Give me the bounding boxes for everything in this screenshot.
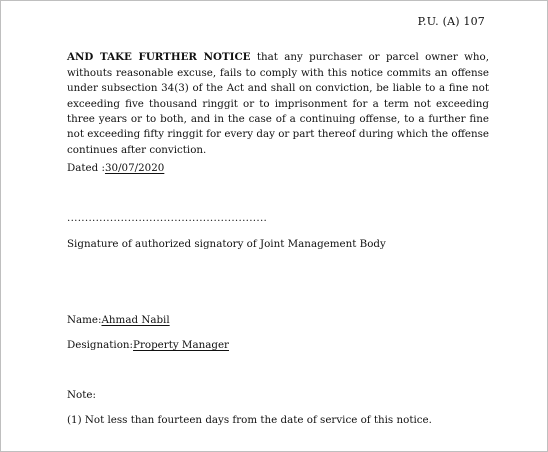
designation-label: Designation:: [67, 339, 134, 351]
name-value: Ahmad Nabil: [101, 314, 170, 326]
designation-value: Property Manager: [133, 339, 229, 351]
name-label: Name:: [67, 314, 102, 326]
notice-lead: AND TAKE FURTHER NOTICE: [67, 51, 251, 64]
notice-body: that any purchaser or parcel owner who, withouts reasonable excuse, fails to comply with this notice commits an offense under subsection 34(3) of the Act and shall on conviction, be liable to a fine not exceeding five thousand ringgit or to imprisonment for a term not exceeding three years or to both, and in the case of a continuing offense, to a further fine not exceeding fifty ringgit for every day or part thereof during which the offense continues after conviction.: [67, 51, 489, 156]
further-notice-paragraph: [67, 50, 489, 158]
dated-label: Dated :: [67, 162, 105, 174]
name-line: [67, 313, 170, 327]
signature-caption: Signature of authorized signatory of Joint Management Body: [67, 238, 386, 250]
pu-reference: P.U. (A) 107: [417, 15, 485, 28]
note-label: Note:: [67, 389, 96, 401]
designation-line: [67, 338, 229, 352]
note-item-1: (1) Not less than fourteen days from the date of service of this notice.: [67, 414, 432, 426]
signature-line: ........................................................: [67, 212, 268, 224]
dated-value: 30/07/2020: [104, 162, 165, 174]
dated-line: [67, 161, 164, 175]
